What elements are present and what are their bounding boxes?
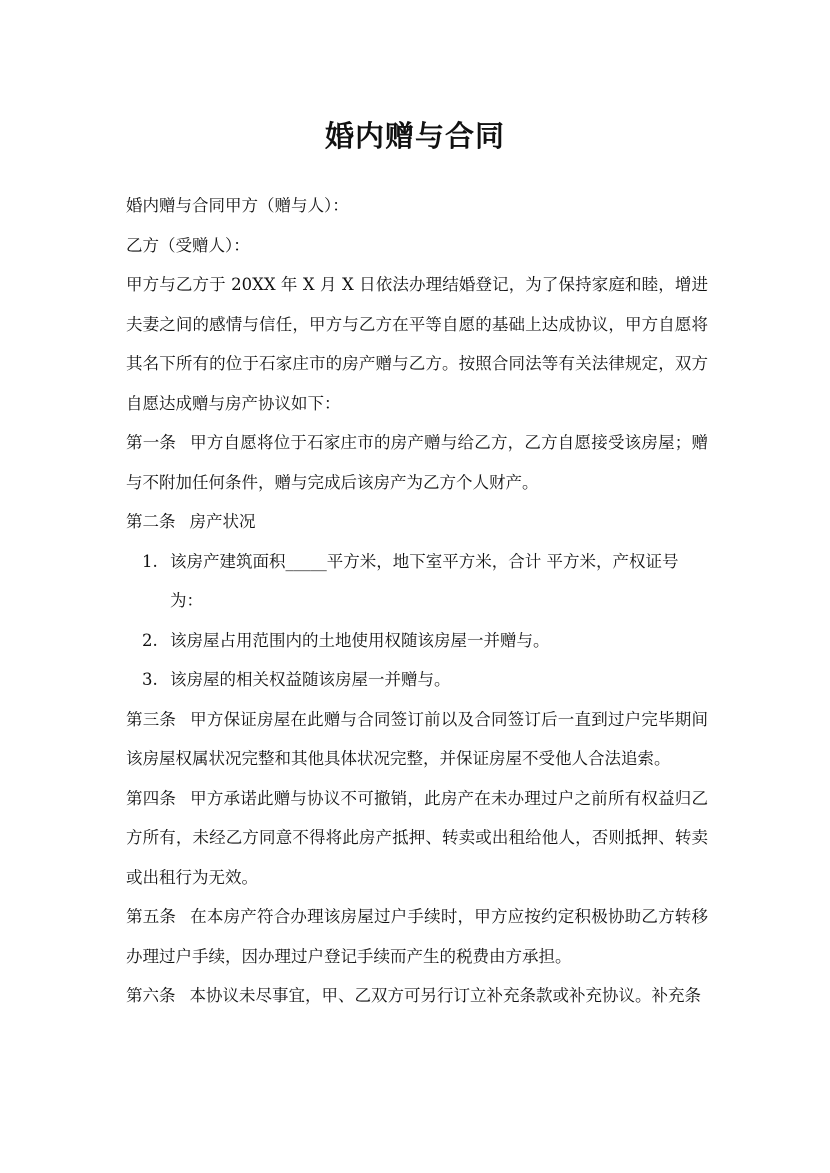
article-text: 甲方自愿将位于石家庄市的房产赠与给乙方，乙方自愿接受该房屋；赠与不附加任何条件，赠与完成后该房产为乙方个人财产。 bbox=[126, 433, 709, 492]
article-6 bbox=[126, 976, 708, 1016]
article-text: 房产状况 bbox=[189, 512, 256, 531]
list-item-number: 1. bbox=[142, 551, 158, 571]
article-1 bbox=[126, 423, 708, 502]
article-5 bbox=[126, 897, 708, 976]
article-text: 甲方承诺此赠与协议不可撤销，此房产在未办理过户之前所有权益归乙方所有，未经乙方同意不得将此房产抵押、转卖或出租给他人，否则抵押、转卖或出租行为无效。 bbox=[126, 788, 709, 887]
list-item-text: 该房屋占用范围内的土地使用权随该房屋一并赠与。 bbox=[170, 630, 550, 650]
article-4 bbox=[126, 779, 708, 898]
article-2 bbox=[126, 502, 708, 542]
list-item-number: 2. bbox=[142, 630, 158, 650]
article-text: 本协议未尽事宜，甲、乙双方可另行订立补充条款或补充协议。补充条 bbox=[189, 986, 701, 1005]
article-number: 第四条 bbox=[126, 788, 177, 808]
article-number: 第五条 bbox=[126, 907, 177, 926]
party-a-line: 婚内赠与合同甲方（赠与人）： bbox=[126, 196, 349, 215]
list-item-text: 该房屋的相关权益随该房屋一并赠与。 bbox=[170, 670, 451, 689]
list-item-text: 该房产建筑面积_____平方米，地下室平方米，合计 平方米，产权证号为： bbox=[170, 551, 679, 610]
article-number: 第三条 bbox=[126, 709, 177, 729]
article-number: 第一条 bbox=[126, 433, 177, 452]
article-number: 第六条 bbox=[126, 986, 176, 1005]
article-text: 甲方保证房屋在此赠与合同签订前以及合同签订后一直到过户完毕期间该房屋权属状况完整和其他具体状况完整，并保证房屋不受他人合法追索。 bbox=[126, 709, 709, 768]
preamble-paragraph: 甲方与乙方于 20XX 年 X 月 X 日依法办理结婚登记，为了保持家庭和睦，增进夫妻之间的感情与信任，甲方与乙方在平等自愿的基础上达成协议，甲方自愿将其名下所有的位于石家庄市的房产赠与乙方。按照合同法等有关法律规定，双方自愿达成赠与房产协议如下： bbox=[126, 275, 708, 413]
article-3 bbox=[126, 700, 708, 779]
list-item bbox=[126, 660, 708, 700]
article-number: 第二条 bbox=[126, 512, 176, 531]
list-item bbox=[126, 621, 708, 661]
document-title: 婚内赠与合同 bbox=[324, 119, 505, 153]
article-text: 在本房产符合办理该房屋过户手续时，甲方应按约定积极协助乙方转移办理过户手续，因办理过户登记手续而产生的税费由方承担。 bbox=[126, 907, 709, 966]
property-details-list bbox=[126, 542, 708, 700]
document-body bbox=[126, 186, 708, 1016]
party-b-line: 乙方（受赠人）： bbox=[126, 235, 250, 255]
list-item bbox=[126, 542, 708, 621]
list-item-number: 3. bbox=[142, 670, 158, 689]
